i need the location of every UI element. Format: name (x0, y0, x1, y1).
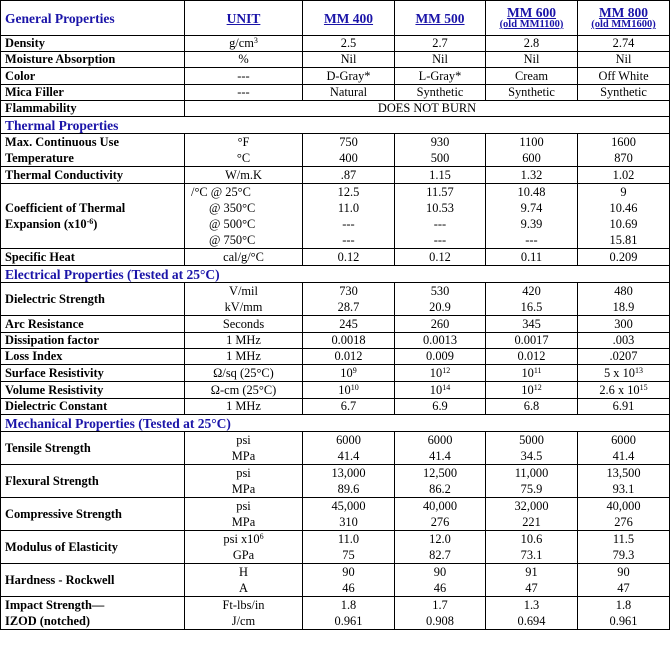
value-cell: 0.009 (395, 349, 486, 365)
mm400-column-header: MM 400 (303, 1, 395, 36)
label-line: Temperature (5, 151, 74, 165)
value-cell (395, 382, 486, 399)
value-text: 11.57 (426, 185, 454, 199)
value-text: 6000 (336, 433, 361, 447)
value-cell (303, 432, 395, 465)
value-cell: Nil (303, 52, 395, 68)
value-cell (303, 382, 395, 399)
value-text: 32,000 (514, 499, 549, 513)
value-text: 2.6 x 10 (599, 382, 640, 397)
property-label: Surface Resistivity (1, 365, 185, 382)
value-cell: 6.7 (303, 399, 395, 415)
unit-text: g/cm (229, 36, 254, 50)
value-cell (303, 531, 395, 564)
value-text: 9 (620, 185, 627, 199)
label-text: ) (93, 217, 98, 231)
value-cell: 2.5 (303, 36, 395, 52)
value-cell: 345 (486, 316, 578, 333)
unit-text: Ft-lbs/in (222, 598, 265, 612)
value-text: 10 (338, 382, 351, 397)
value-text: 41.4 (337, 449, 360, 463)
value-cell: 0.209 (578, 249, 670, 266)
value-text: 400 (339, 151, 358, 165)
value-text: 11.0 (337, 532, 360, 546)
unit-text: °F (237, 135, 250, 149)
unit-text: @ 350°C (209, 201, 256, 215)
value-cell (486, 283, 578, 316)
value-text: 0.961 (609, 614, 638, 628)
value-text: 73.1 (520, 548, 543, 562)
value-text: 93.1 (612, 482, 635, 496)
value-text: --- (525, 233, 538, 247)
value-cell (395, 432, 486, 465)
unit-base: psi x10 (223, 532, 260, 546)
value-cell: Synthetic (486, 85, 578, 101)
value-exponent: 12 (442, 365, 451, 375)
value-text: 5000 (519, 433, 544, 447)
value-text: 34.5 (520, 449, 543, 463)
property-label: Mica Filler (1, 85, 185, 101)
unit-cell: cal/g/°C (185, 249, 303, 266)
value-text: 45,000 (331, 499, 366, 513)
mm500-column-header: MM 500 (395, 1, 486, 36)
value-cell (395, 531, 486, 564)
value-cell (303, 365, 395, 382)
value-cell (395, 283, 486, 316)
value-cell (303, 597, 395, 630)
value-cell (395, 564, 486, 597)
value-cell (578, 184, 670, 249)
value-text: 276 (430, 515, 450, 529)
section-row (1, 266, 670, 283)
unit-cell (185, 36, 303, 52)
value-text: 28.7 (337, 300, 360, 314)
value-text: 750 (339, 135, 358, 149)
value-cell: 245 (303, 316, 395, 333)
hardness-row (1, 564, 670, 597)
value-text: 75 (342, 548, 355, 562)
value-text: 79.3 (612, 548, 635, 562)
value-text: 0.908 (426, 614, 454, 628)
value-exponent: 10 (350, 382, 359, 392)
value-text: 90 (433, 565, 447, 579)
value-cell (395, 184, 486, 249)
property-label: Modulus of Elasticity (1, 531, 185, 564)
unit-cell (185, 531, 303, 564)
value-cell (486, 465, 578, 498)
property-label: Dielectric Strength (1, 283, 185, 316)
unit-cell (185, 465, 303, 498)
thermal-section-title: Thermal Properties (1, 117, 670, 134)
value-cell (578, 432, 670, 465)
unit-text: kV/mm (224, 300, 263, 314)
property-label: Dielectric Constant (1, 399, 185, 415)
value-text: 9.74 (520, 201, 543, 215)
section-row (1, 117, 670, 134)
value-text: 86.2 (429, 482, 451, 496)
property-label: Flexural Strength (1, 465, 185, 498)
property-label (1, 184, 185, 249)
property-label (1, 597, 185, 630)
value-cell (486, 432, 578, 465)
unit-text: MPa (231, 482, 256, 496)
value-text: 11,000 (514, 466, 549, 480)
value-text: 40,000 (422, 499, 458, 513)
value-cell (486, 134, 578, 167)
value-text: 500 (430, 151, 450, 165)
value-text: 89.6 (337, 482, 360, 496)
value-cell (303, 184, 395, 249)
value-cell: .0207 (578, 349, 670, 365)
value-text: 75.9 (520, 482, 543, 496)
unit-text: @ 500°C (209, 217, 256, 231)
value-text: 12.0 (429, 532, 451, 546)
value-text: 276 (614, 515, 633, 529)
specific-heat-row (1, 249, 670, 266)
volume-resistivity-row (1, 382, 670, 399)
unit-text: MPa (231, 515, 256, 529)
value-text: 0.694 (517, 614, 546, 628)
value-cell: Synthetic (395, 85, 486, 101)
unit-cell (185, 498, 303, 531)
value-text: 47 (525, 581, 538, 595)
value-text: 1.8 (340, 598, 357, 612)
value-text: 12.5 (337, 185, 360, 199)
value-text: 10.46 (609, 201, 638, 215)
value-text: 0.961 (334, 614, 363, 628)
unit-cell: W/m.K (185, 167, 303, 184)
mechanical-section-title: Mechanical Properties (Tested at 25°C) (1, 415, 670, 432)
unit-text: psi (236, 499, 251, 513)
unit-text: A (239, 581, 248, 595)
unit-exponent: 3 (253, 36, 258, 45)
value-cell: 1.15 (395, 167, 486, 184)
value-cell (578, 365, 670, 382)
unit-text: /°C @ 25°C (191, 185, 251, 199)
unit-cell: Ω-cm (25°C) (185, 382, 303, 399)
value-cell: Synthetic (578, 85, 670, 101)
value-text: 12,500 (422, 466, 458, 480)
value-text: 46 (342, 581, 355, 595)
value-text: 13,500 (606, 466, 641, 480)
mica-row (1, 85, 670, 101)
unit-cell (185, 564, 303, 597)
label-line (5, 216, 180, 232)
value-cell (395, 465, 486, 498)
unit-cell (185, 432, 303, 465)
value-cell: L-Gray* (395, 68, 486, 85)
impact-row (1, 597, 670, 630)
value-text: 15.81 (609, 233, 638, 247)
value-cell (395, 134, 486, 167)
label-line: Max. Continuous Use (5, 135, 119, 149)
value-text: 530 (430, 284, 450, 298)
value-cell (486, 597, 578, 630)
value-cell: 0.0018 (303, 333, 395, 349)
value-text: 10.6 (520, 532, 543, 546)
conductivity-row (1, 167, 670, 184)
value-cell: 2.7 (395, 36, 486, 52)
unit-cell: 1 MHz (185, 349, 303, 365)
color-row (1, 68, 670, 85)
property-label: Volume Resistivity (1, 382, 185, 399)
value-cell (578, 597, 670, 630)
property-label: Tensile Strength (1, 432, 185, 465)
value-cell (578, 382, 670, 399)
value-cell: 2.8 (486, 36, 578, 52)
property-label: Thermal Conductivity (1, 167, 185, 184)
property-label: Arc Resistance (1, 316, 185, 333)
value-cell: 1.32 (486, 167, 578, 184)
value-text: 5 x 10 (604, 365, 635, 380)
value-cell: Natural (303, 85, 395, 101)
loss-index-row (1, 349, 670, 365)
property-label: Moisture Absorption (1, 52, 185, 68)
value-text: 10 (429, 382, 443, 397)
property-label: Dissipation factor (1, 333, 185, 349)
unit-cell: --- (185, 68, 303, 85)
value-cell: D-Gray* (303, 68, 395, 85)
value-exponent: 9 (352, 365, 357, 375)
value-text: 10.69 (609, 217, 638, 231)
mm600-label: MM 600 (506, 5, 557, 20)
unit-cell: --- (185, 85, 303, 101)
label-exponent: -6 (86, 217, 94, 226)
property-label: Hardness - Rockwell (1, 564, 185, 597)
value-text: 9.39 (520, 217, 543, 231)
property-label: Specific Heat (1, 249, 185, 266)
value-text: 91 (525, 565, 538, 579)
unit-column-header: UNIT (185, 1, 303, 36)
unit-cell: % (185, 52, 303, 68)
value-text: --- (342, 217, 355, 231)
value-cell: Nil (486, 52, 578, 68)
value-cell (395, 597, 486, 630)
mm600-old-label: (old MM1100) (499, 19, 564, 30)
density-row (1, 36, 670, 52)
value-cell: 1.02 (578, 167, 670, 184)
value-exponent: 13 (634, 365, 643, 375)
value-cell: 0.12 (395, 249, 486, 266)
value-cell (395, 365, 486, 382)
compressive-row (1, 498, 670, 531)
value-cell: 2.74 (578, 36, 670, 52)
unit-text: J/cm (231, 614, 256, 628)
flammability-row (1, 101, 670, 117)
max-use-row (1, 134, 670, 167)
value-text: 10 (429, 365, 443, 380)
value-text: 1.7 (432, 598, 448, 612)
header-row (1, 1, 670, 36)
value-cell (578, 283, 670, 316)
value-text: 82.7 (429, 548, 451, 562)
cte-row (1, 184, 670, 249)
mm800-old-label: (old MM1600) (591, 19, 656, 30)
mm800-column-header (578, 1, 670, 36)
value-cell (578, 465, 670, 498)
value-text: 90 (617, 565, 630, 579)
moisture-row (1, 52, 670, 68)
label-line: Coefficient of Thermal (5, 201, 126, 215)
value-exponent: 14 (442, 382, 451, 392)
value-text: --- (342, 233, 355, 247)
value-text: --- (433, 217, 447, 231)
value-cell (578, 498, 670, 531)
value-text: 600 (522, 151, 541, 165)
value-cell (303, 283, 395, 316)
value-text: 11.5 (612, 532, 635, 546)
property-label: Loss Index (1, 349, 185, 365)
value-text: 40,000 (606, 499, 641, 513)
value-cell (486, 531, 578, 564)
unit-text: H (239, 565, 248, 579)
value-exponent: 12 (533, 382, 542, 392)
value-cell: .87 (303, 167, 395, 184)
value-cell: 6.8 (486, 399, 578, 415)
unit-cell (185, 597, 303, 630)
value-cell (486, 498, 578, 531)
value-text: 90 (342, 565, 355, 579)
value-text: 11.0 (337, 201, 360, 215)
unit-cell (185, 184, 303, 249)
value-cell: 6.9 (395, 399, 486, 415)
value-text: 10 (521, 365, 534, 380)
property-label: Compressive Strength (1, 498, 185, 531)
unit-exponent: 6 (259, 532, 264, 541)
value-text: 10 (521, 382, 534, 397)
value-cell: 0.012 (303, 349, 395, 365)
value-cell: 0.11 (486, 249, 578, 266)
value-text: 730 (339, 284, 358, 298)
value-cell (486, 564, 578, 597)
value-cell: 260 (395, 316, 486, 333)
tensile-row (1, 432, 670, 465)
value-cell (395, 498, 486, 531)
dissipation-row (1, 333, 670, 349)
value-cell: Off White (578, 68, 670, 85)
property-label: Density (1, 36, 185, 52)
value-cell: 0.0017 (486, 333, 578, 349)
value-text: 1.8 (615, 598, 632, 612)
value-cell (303, 498, 395, 531)
unit-text: V/mil (229, 284, 258, 298)
value-text: --- (433, 233, 447, 247)
unit-text: psi (236, 433, 251, 447)
unit-cell: Ω/sq (25°C) (185, 365, 303, 382)
modulus-row (1, 531, 670, 564)
value-text: 870 (614, 151, 633, 165)
value-text: 20.9 (429, 300, 451, 314)
value-cell: 300 (578, 316, 670, 333)
dielectric-strength-row (1, 283, 670, 316)
value-cell: Nil (578, 52, 670, 68)
value-cell: 0.0013 (395, 333, 486, 349)
mm800-label: MM 800 (598, 5, 649, 20)
value-cell: 6.91 (578, 399, 670, 415)
value-cell (578, 531, 670, 564)
value-text: 1100 (519, 135, 544, 149)
value-text: 10.48 (517, 185, 546, 199)
electrical-section-title: Electrical Properties (Tested at 25°C) (1, 266, 670, 283)
dielectric-constant-row (1, 399, 670, 415)
value-text: 6000 (427, 433, 453, 447)
unit-cell: Seconds (185, 316, 303, 333)
value-text: 310 (339, 515, 358, 529)
property-label: Color (1, 68, 185, 85)
value-exponent: 11 (533, 365, 542, 375)
value-cell (578, 564, 670, 597)
section-row (1, 415, 670, 432)
value-text: 1600 (611, 135, 636, 149)
value-text: 41.4 (429, 449, 451, 463)
value-cell (578, 134, 670, 167)
label-text: Expansion (x10 (5, 217, 87, 231)
mm600-column-header (486, 1, 578, 36)
value-text: 47 (617, 581, 630, 595)
general-properties-heading: General Properties (1, 1, 185, 36)
value-text: 13,000 (331, 466, 366, 480)
value-text: 420 (522, 284, 541, 298)
label-line: IZOD (notched) (5, 614, 91, 628)
property-label: Flammability (1, 101, 185, 117)
flammability-value: DOES NOT BURN (185, 101, 670, 117)
unit-text: GPa (232, 548, 255, 562)
value-text: 10 (340, 365, 353, 380)
value-text: 16.5 (520, 300, 543, 314)
value-text: 480 (614, 284, 633, 298)
value-text: 6000 (611, 433, 636, 447)
value-cell (303, 564, 395, 597)
unit-text (189, 531, 298, 547)
value-cell: 0.12 (303, 249, 395, 266)
flexural-row (1, 465, 670, 498)
label-line: Impact Strength— (5, 598, 105, 612)
value-cell: .003 (578, 333, 670, 349)
value-text: 930 (430, 135, 450, 149)
unit-cell (185, 283, 303, 316)
unit-text: @ 750°C (209, 233, 256, 247)
arc-resistance-row (1, 316, 670, 333)
value-cell (486, 382, 578, 399)
value-cell: Cream (486, 68, 578, 85)
value-cell (303, 134, 395, 167)
value-exponent: 15 (639, 382, 648, 392)
value-cell (486, 365, 578, 382)
value-cell (303, 465, 395, 498)
value-text: 1.3 (523, 598, 540, 612)
unit-text: MPa (231, 449, 256, 463)
value-text: 221 (522, 515, 541, 529)
value-text: 41.4 (612, 449, 635, 463)
unit-cell: 1 MHz (185, 333, 303, 349)
unit-text: °C (236, 151, 251, 165)
value-cell: Nil (395, 52, 486, 68)
property-label (1, 134, 185, 167)
value-text: 46 (433, 581, 447, 595)
unit-cell: 1 MHz (185, 399, 303, 415)
value-cell: 0.012 (486, 349, 578, 365)
unit-cell (185, 134, 303, 167)
value-text: 10.53 (426, 201, 454, 215)
unit-text: psi (236, 466, 251, 480)
surface-resistivity-row (1, 365, 670, 382)
value-text: 18.9 (612, 300, 635, 314)
value-cell (486, 184, 578, 249)
